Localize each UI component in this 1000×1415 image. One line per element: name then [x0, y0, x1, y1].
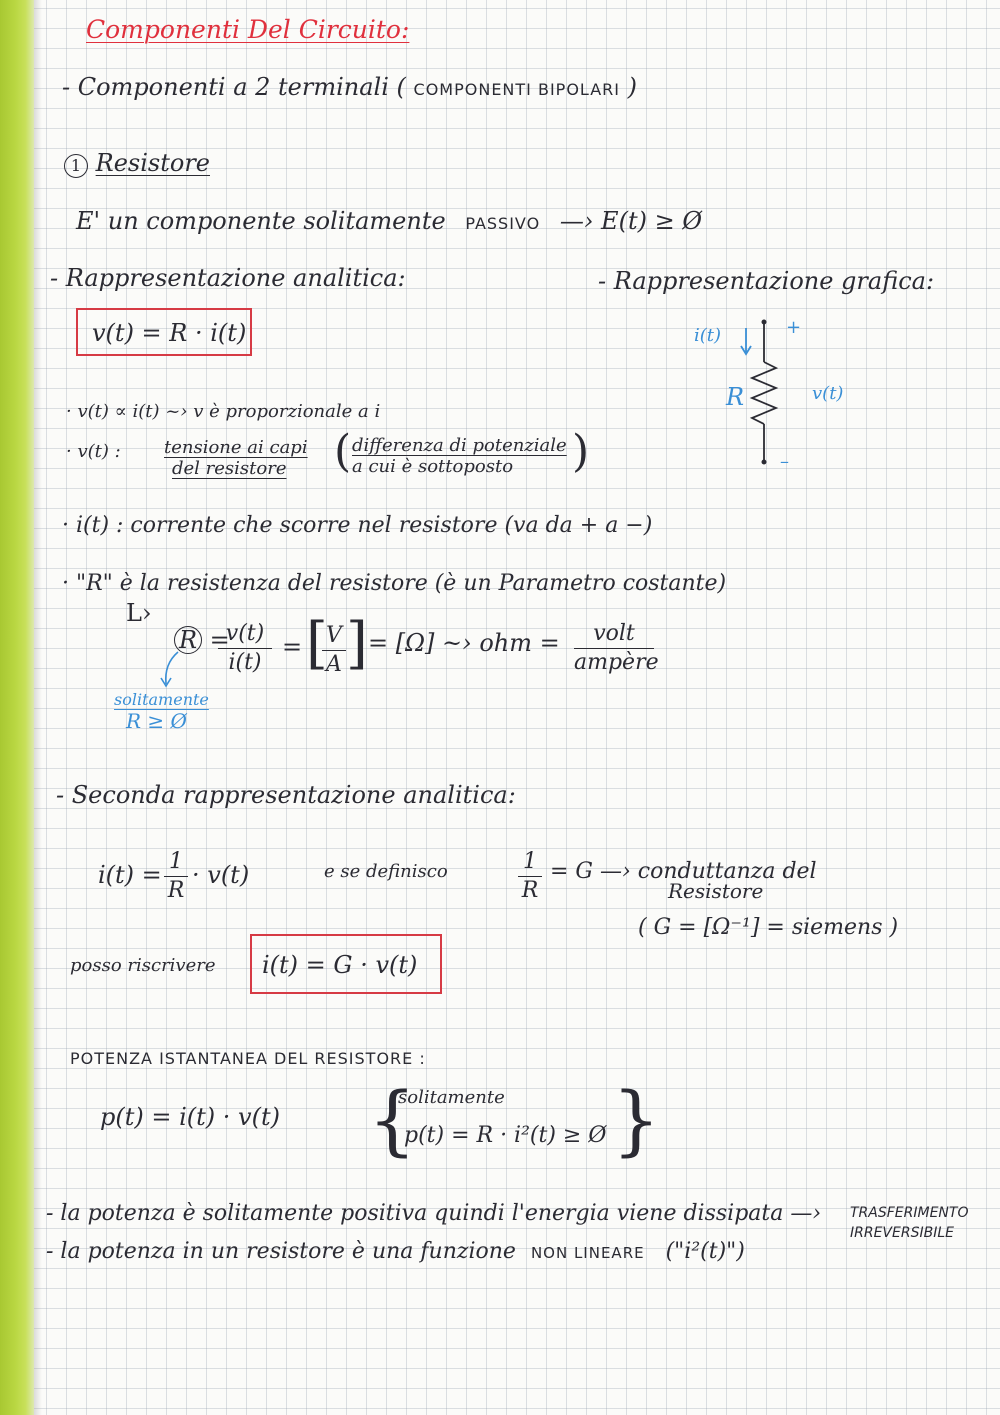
- voltage-desc-line1: tensione ai capi: [164, 437, 308, 458]
- analytic-label: - Rappresentazione analitica:: [50, 264, 406, 292]
- conclusion-line-1: - la potenza è solitamente positiva quindi l'energia viene dissipata —›: [46, 1201, 822, 1226]
- units-den: i(t): [228, 650, 262, 676]
- ohm-law: v(t) = R · i(t): [92, 319, 247, 347]
- bracket-close: ]: [346, 611, 368, 676]
- g-definition-2: Resistore: [668, 879, 764, 903]
- paren-open: (: [334, 426, 352, 477]
- passive-line: [76, 208, 702, 234]
- diagram-voltage-label: v(t): [812, 383, 844, 404]
- note-arrow-icon: [0, 0, 1, 1]
- binding-shadow: [34, 0, 42, 1415]
- blue-note-line1: solitamente: [114, 690, 209, 709]
- voltage-paren-text: [352, 436, 567, 477]
- g-definition: = G —› conduttanza del: [550, 859, 817, 884]
- voltage-bullet-label: · v(t) :: [66, 441, 121, 462]
- second-frac-den: R: [167, 878, 185, 904]
- intro-close: ): [627, 73, 637, 101]
- energy-formula: —› E(t) ≥ Ø: [559, 207, 702, 235]
- g-fraction: [518, 850, 542, 903]
- bracket-open: [: [306, 611, 328, 676]
- second-if-define: e se definisco: [324, 861, 448, 882]
- g-frac-num: 1: [523, 849, 537, 874]
- non-linear-caps: NON LINEARE: [530, 1244, 645, 1262]
- diagram-minus: –: [780, 451, 789, 472]
- conclusion-line-2b: ("i²(t)"): [665, 1239, 745, 1264]
- siemens-unit: ( G = [Ω⁻¹] = siemens ): [638, 915, 899, 940]
- proportional-bullet: · v(t) ∝ i(t) ~› v è proporzionale a i: [66, 401, 381, 422]
- resistance-bullet: · "R" è la resistenza del resistore (è un Parametro costante): [62, 571, 727, 596]
- units-num: v(t): [225, 621, 265, 646]
- units-eq1: =: [209, 626, 230, 654]
- units-bracket-den: A: [326, 652, 342, 678]
- second-frac-num: 1: [169, 849, 183, 874]
- paren-close: ): [572, 426, 590, 477]
- second-lhs: i(t) =: [98, 861, 162, 889]
- units-bracket-fraction: [322, 624, 346, 677]
- brace-open: {: [368, 1075, 417, 1164]
- intro-caps: COMPONENTI BIPOLARI: [413, 80, 620, 99]
- g-frac-den: R: [521, 878, 539, 904]
- diagram-current-label: i(t): [694, 325, 722, 346]
- units-rest: = [Ω] ~› ohm =: [368, 629, 560, 657]
- volt-ampere-fraction: [574, 621, 659, 676]
- units-eq2: =: [282, 633, 303, 661]
- current-bullet: · i(t) : corrente che scorre nel resistore (va da + a −): [62, 513, 653, 538]
- second-label: - Seconda rappresentazione analitica:: [56, 781, 516, 809]
- section-number: 1: [64, 154, 88, 178]
- intro-text: - Componenti a 2 terminali (: [62, 73, 406, 101]
- arrow-marker: L›: [126, 599, 152, 627]
- voltage-paren-line1: differenza di potenziale: [352, 435, 567, 456]
- blue-note-line2: R ≥ Ø: [126, 709, 187, 734]
- units-fraction: [218, 622, 272, 675]
- transfer-label-1: TRASFERIMENTO: [850, 1205, 969, 1221]
- page-title: Componenti Del Circuito:: [86, 15, 410, 44]
- brace-close: }: [612, 1075, 661, 1164]
- units-r-circled: R: [174, 626, 202, 654]
- second-rhs: · v(t): [192, 861, 250, 889]
- power-formula: p(t) = i(t) · v(t): [100, 1103, 280, 1131]
- section-title: Resistore: [95, 149, 210, 177]
- passive-caps: PASSIVO: [465, 214, 541, 233]
- voltage-description: [164, 438, 308, 479]
- power-usual-label: solitamente: [398, 1087, 505, 1108]
- blue-note: [114, 690, 209, 733]
- graphic-label: - Rappresentazione grafica:: [598, 267, 935, 295]
- conclusion-line-2: [46, 1240, 745, 1264]
- voltage-desc-line2: del resistore: [172, 457, 287, 479]
- conductance-law: i(t) = G · v(t): [262, 951, 418, 979]
- voltage-paren-line2: a cui è sottoposto: [352, 455, 514, 477]
- diagram-r-label: R: [726, 383, 745, 411]
- units-volt: volt: [593, 621, 635, 646]
- units-bracket-num: V: [326, 623, 342, 648]
- intro-line: [62, 74, 637, 100]
- power-label: POTENZA ISTANTANEA DEL RESISTORE :: [70, 1049, 426, 1068]
- transfer-label-2: IRREVERSIBILE: [850, 1225, 954, 1241]
- passive-text: E' un componente solitamente: [76, 207, 446, 235]
- conclusion-line-2a: - la potenza in un resistore è una funzione: [46, 1239, 516, 1264]
- notebook-binding: [0, 0, 34, 1415]
- power-usual-formula: p(t) = R · i²(t) ≥ Ø: [404, 1123, 607, 1148]
- second-fraction: [164, 850, 188, 903]
- rewrite-label: posso riscrivere: [70, 955, 216, 976]
- diagram-plus: +: [786, 317, 802, 338]
- section-heading: [64, 150, 210, 178]
- units-ampere: ampère: [574, 650, 659, 676]
